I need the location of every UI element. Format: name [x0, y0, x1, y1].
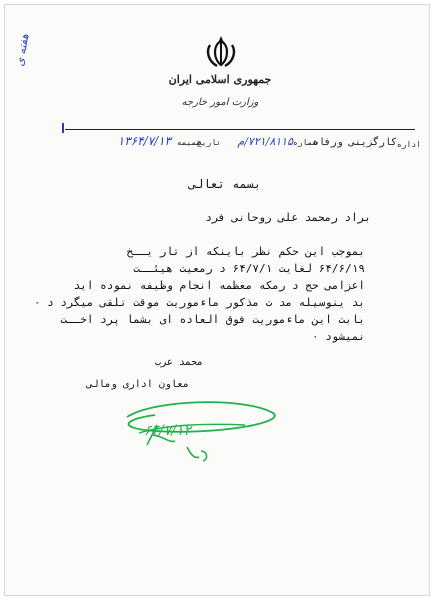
iran-emblem-icon — [203, 33, 239, 69]
number-value: ۷۲۱/۸۱۱۵/م — [237, 135, 293, 148]
body-line: ۶۴/۶/۱۹ لغایت ۶۴/۷/۱ د رمعیت هیئــت — [133, 262, 365, 275]
margin-tick — [62, 123, 64, 133]
official-letter — [4, 4, 430, 596]
body-line: بابت این ماءموریت فوق العاده ای بشما پرد اخــت — [60, 313, 365, 326]
body-line: بد ینوسیله مد ت مذکور ماءموریت موقت تلقی میگرد د ۰ — [33, 296, 365, 309]
signature-mark — [95, 395, 295, 475]
signer-title: معاون اداری ومالی — [86, 379, 189, 390]
signer-name: محمد عرب — [154, 357, 203, 368]
ministry-title: وزارت امور خارجه — [181, 97, 259, 108]
letter-body — [33, 243, 365, 345]
reference-line — [65, 134, 421, 153]
invocation: بسمه تعالی — [188, 177, 262, 191]
republic-title: جمهوری اسلامی ایران — [168, 73, 272, 86]
signature-date: ۶۴/۷/۱۲ — [143, 423, 191, 439]
body-line: نمیشود ۰ — [312, 330, 365, 343]
dept-label: اداره — [396, 140, 421, 149]
date-label: تاریخ — [196, 138, 221, 147]
margin-note — [13, 33, 31, 67]
body-line: اعزامی حج د رمکه معظمه انجام وظیفه نموده اید — [73, 279, 365, 292]
body-line: بموجب این حکم نظر باینکه از تار یــخ — [126, 245, 365, 258]
number-label: شماره — [292, 138, 317, 147]
margin-note-text: هفته ی — [13, 32, 32, 68]
header-divider — [65, 129, 415, 130]
dept-value: کارگزینی ورفاه — [312, 137, 397, 148]
attachment-label: ضمیمه — [176, 138, 201, 147]
salutation: براد رمحمد علی روحانی فرد — [205, 211, 371, 224]
date-value: ۱۳۶۴/۷/۱۳ — [117, 134, 171, 148]
